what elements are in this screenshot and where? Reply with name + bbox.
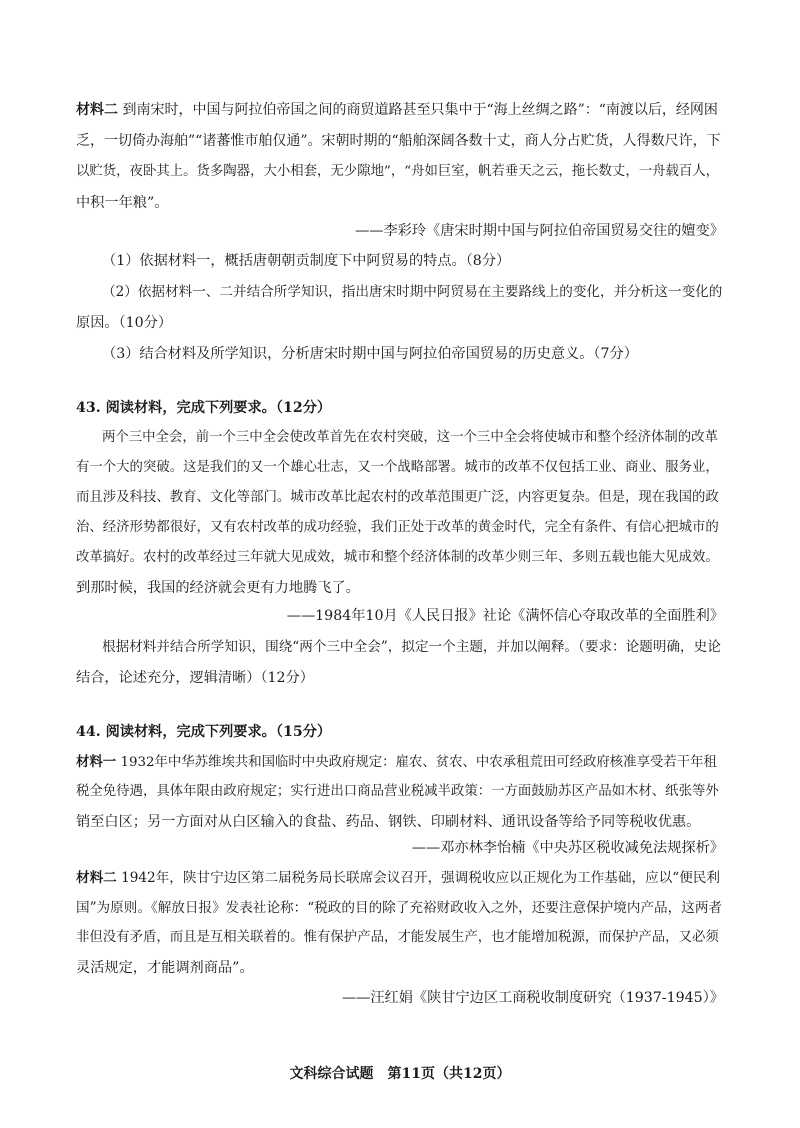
- q43-material-line-2: 有一个大的突破。这是我们的又一个雄心壮志，又一个战略部署。城市的改革不仅包括工业、商业、服务业，: [76, 460, 719, 475]
- q42-question-2-cont: 原因。（10分）: [76, 315, 173, 331]
- q42-question-3: （3）结合材料及所学知识，分析唐宋时期中国与阿拉伯帝国贸易的历史意义。（7分）: [102, 346, 638, 362]
- q44-material2-source: ——汪红娟《陕甘宁边区工商税收制度研究（1937-1945）》: [341, 990, 724, 1006]
- q43-task-line-1: 根据材料并结合所学知识，围绕“两个三中全会”，拟定一个主题，并加以阐释。（要求：论题明确，史论: [102, 639, 721, 655]
- q44-material1-source: ——邓亦林李怡楠《中央苏区税收减免法规探析》: [411, 840, 724, 856]
- q43-material-line-3: 而且涉及科技、教育、文化等部门。城市改革比起农村的改革范围更广泛，内容更复杂。但是，现在我国的政: [76, 490, 719, 505]
- material2-song-line-1: 材料二 到南宋时，中国与阿拉伯帝国之间的商贸道路甚至只集中于“海上丝绸之路”：“南渡以后，经网困: [76, 102, 718, 118]
- q42-question-1: （1）依据材料一，概括唐朝朝贡制度下中阿贸易的特点。（8分）: [102, 253, 511, 269]
- q43-material-line-5: 改革搞好。农村的改革经过三年就大见成效，城市和整个经济体制的改革少则三年、多则五载也能大见成效。: [76, 550, 719, 565]
- material-label: 材料二: [76, 870, 117, 886]
- q44-heading: 44. 阅读材料，完成下列要求。（15分）: [76, 724, 332, 740]
- q44-material2-line-3: 非但没有矛盾，而且是互相关联着的。惟有保护产品，才能发展生产，也才能增加税源，而保护产品，又必须: [76, 930, 719, 945]
- q44-material2-line-2: 国”为原则。《解放日报》发表社论称：“税政的目的除了充裕财政收入之外，还要注意保护境内产品，这两者: [76, 900, 723, 916]
- q43-material-line-1: 两个三中全会，前一个三中全会使改革首先在农村突破，这一个三中全会将使城市和整个经济体制的改革: [102, 430, 718, 445]
- q44-material2-line-1: 材料二 1942年，陕甘宁边区第二届税务局长联席会议召开，强调税收应以正规化为工作基础，应以“便民利: [76, 870, 720, 886]
- material-label: 材料二: [76, 102, 118, 118]
- q43-material-line-4: 治、经济形势都很好，又有农村改革的成功经验，我们正处于改革的黄金时代，完全有条件、有信心把城市的: [76, 520, 719, 535]
- material2-song-line-4: 中积一年粮”。: [76, 195, 169, 211]
- material2-song-source: ——李彩玲《唐宋时期中国与阿拉伯帝国贸易交往的嬗变》: [355, 223, 724, 239]
- q43-material-line-6: 到那时候，我国的经济就会更有力地腾飞了。: [76, 580, 360, 596]
- q43-task-line-2: 结合，论述充分，逻辑清晰）（12分）: [76, 670, 314, 686]
- q44-material1-line-2: 税全免待遇，具体年限由政府规定；实行进出口商品营业税减半政策：一方面鼓励苏区产品如木材、纸张等外: [76, 784, 719, 799]
- q43-source: ——1984年10月《人民日报》社论《满怀信心夺取改革的全面胜利》: [286, 608, 724, 624]
- q44-material1-line-1: 材料一 1932年中华苏维埃共和国临时中央政府规定：雇农、贫农、中农承租荒田可经政府核准享受若干年租: [76, 754, 717, 770]
- q44-material1-line-3: 销至白区；另一方面对从白区输入的食盐、药品、钢铁、印刷材料、通讯设备等给予同等税收优惠。: [76, 814, 701, 830]
- q42-question-2: （2）依据材料一、二并结合所学知识，指出唐宋时期中阿贸易在主要路线上的变化，并分析这一变化的: [102, 284, 723, 300]
- page-footer: 文科综合试题 第11页（共12页）: [289, 1066, 511, 1082]
- q44-material2-line-4: 灵活规定，才能调剂商品”。: [76, 960, 254, 976]
- material2-song-line-2: 乏，一切倚办海舶”“诸蕃惟市舶仅通”。宋朝时期的“船舶深阔各数十丈，商人分占贮货，人得数尺许，下: [76, 133, 721, 149]
- material-label: 材料一: [76, 754, 117, 770]
- material2-song-line-3: 以贮货，夜卧其上。货多陶器，大小相套，无少隙地”，“舟如巨室，帆若垂天之云，拖长数丈，一舟载百人，: [76, 164, 720, 179]
- q43-heading: 43. 阅读材料，完成下列要求。（12分）: [76, 400, 332, 416]
